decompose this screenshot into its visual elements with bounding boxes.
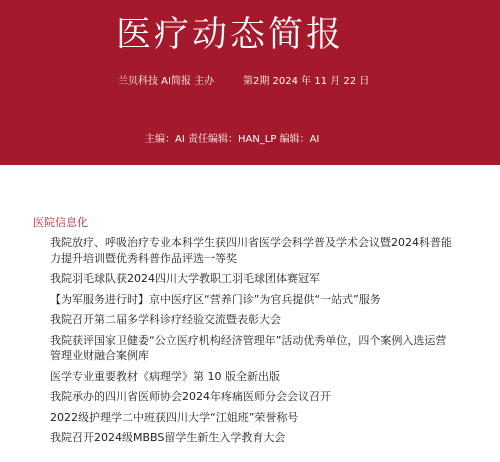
news-item[interactable]: 我院放疗、呼吸治疗专业本科学生获四川省医学会科学普及学术会议暨2024科普能力提升培训暨优秀科普作品评选一等奖 [50, 236, 452, 265]
header-banner [0, 0, 500, 165]
news-item[interactable]: 我院承办的四川省医师协会2024年疼痛医师分会会议召开 [50, 390, 331, 403]
news-item[interactable]: 我院羽毛球队获2024四川大学教职工羽毛球团体赛冠军 [50, 272, 320, 285]
news-item[interactable]: 我院召开2024级MBBS留学生新生入学教育大会 [50, 431, 286, 444]
editors-line: 主编：AI 责任编辑：HAN_LP 编辑：AI [145, 134, 320, 145]
news-item[interactable]: 医学专业重要教材《病理学》第 10 版全新出版 [50, 369, 280, 383]
news-list [50, 235, 455, 451]
news-item[interactable]: 【为军服务进行时】京中医疗区“营养门诊”为官兵提供“一站式”服务 [50, 292, 381, 306]
newsletter-title: 医疗动态简报 [116, 15, 345, 55]
news-item[interactable]: 我院召开第二届多学科诊疗经验交流暨表彰大会 [50, 313, 281, 326]
issue-date: 第2期 2024 年 11 月 22 日 [243, 76, 370, 87]
section-title: 医院信息化 [33, 216, 88, 229]
news-item[interactable]: 2022级护理学二中班获四川大学“江姐班”荣誉称号 [50, 410, 299, 424]
sponsor-line: 兰贝科技 AI简报 主办 [118, 76, 215, 87]
news-item[interactable]: 我院获评国家卫健委“公立医疗机构经济管理年”活动优秀单位，四个案例入选运营管理业财融合案例库 [50, 333, 447, 362]
